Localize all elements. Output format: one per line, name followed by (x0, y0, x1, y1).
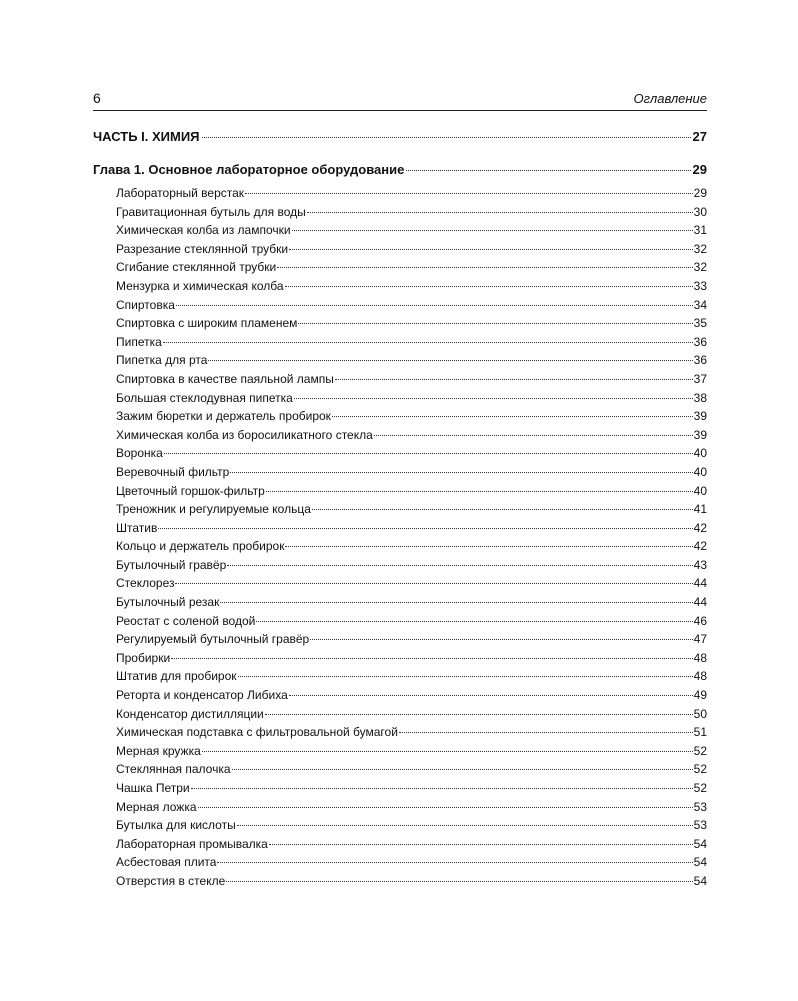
toc-section-entry[interactable] (116, 539, 707, 558)
toc-section-page: 51 (693, 725, 707, 740)
dot-leader (406, 170, 690, 171)
toc-section-title: Асбестовая плита (116, 855, 217, 870)
toc-section-title: Штатив (116, 520, 158, 535)
toc-section-entry[interactable] (116, 465, 707, 484)
toc-section-entry[interactable] (116, 576, 707, 595)
dot-leader (238, 676, 693, 677)
toc-section-entry[interactable] (116, 744, 707, 763)
dot-leader (269, 844, 693, 845)
dot-leader (175, 583, 692, 584)
toc-section-entry[interactable] (116, 707, 707, 726)
toc-section-entry[interactable] (116, 353, 707, 372)
dot-leader (298, 323, 692, 324)
toc-section-title: Химическая колба из лампочки (116, 223, 291, 238)
toc-section-entry[interactable] (116, 335, 707, 354)
toc-section-entry[interactable] (116, 502, 707, 521)
toc-section-page: 33 (693, 278, 707, 293)
toc-section-title: Химическая колба из боросиликатного стекла (116, 427, 373, 442)
toc-section-page: 50 (693, 706, 707, 721)
toc-section-entry[interactable] (116, 186, 707, 205)
toc-section-page: 32 (693, 241, 707, 256)
toc-section-page: 53 (693, 799, 707, 814)
toc-section-page: 43 (693, 557, 707, 572)
toc-section-title: Пробирки (116, 650, 171, 665)
toc-section-entry[interactable] (116, 409, 707, 428)
toc-section-page: 40 (693, 464, 707, 479)
dot-leader (266, 491, 693, 492)
toc-section-title: Чашка Петри (116, 781, 190, 795)
dot-leader (158, 528, 692, 529)
dot-leader (227, 565, 692, 566)
toc-section-page: 54 (693, 836, 707, 851)
toc-section-title: Отверстия в стекле (116, 873, 226, 888)
toc-section-title: Сгибание стеклянной трубки (116, 260, 277, 275)
toc-section-entry[interactable] (116, 874, 707, 893)
toc-section-entry[interactable] (116, 372, 707, 391)
dot-leader (226, 881, 692, 882)
dot-leader (163, 342, 693, 343)
toc-section-title: Зажим бюретки и держатель пробирок (116, 409, 331, 424)
toc-section-title: Мерная кружка (116, 743, 201, 758)
toc-section-page: 54 (693, 873, 707, 888)
toc-section-page: 49 (693, 688, 707, 703)
toc-section-entry[interactable] (116, 669, 707, 688)
dot-leader (285, 546, 692, 547)
toc-section-title: Треножник и регулируемые кольца (116, 502, 311, 517)
toc-part-title: ЧАСТЬ I. ХИМИЯ (93, 129, 200, 144)
toc-section-title: Спиртовка в качестве паяльной лампы (116, 371, 334, 386)
toc-section-title: Стеклянная палочка (116, 762, 231, 777)
toc-section-page: 32 (693, 260, 707, 275)
toc-section-page: 44 (693, 576, 707, 591)
toc-section-page: 46 (693, 613, 707, 628)
dot-leader (332, 416, 693, 417)
toc-section-title: Лабораторная промывалка (116, 836, 268, 851)
dot-leader (374, 435, 693, 436)
toc-section-title: Регулируемый бутылочный гравёр (116, 632, 310, 647)
toc-section-page: 31 (693, 223, 707, 238)
toc-section-entry[interactable] (116, 298, 707, 317)
toc-section-title: Воронка (116, 446, 163, 461)
dot-leader (285, 286, 693, 287)
toc-section-page: 35 (693, 316, 707, 331)
toc-section-title: Разрезание стеклянной трубки (116, 241, 289, 256)
toc-section-list (116, 186, 707, 893)
dot-leader (232, 769, 693, 770)
toc-section-entry[interactable] (116, 428, 707, 447)
toc-section-page: 29 (693, 186, 707, 200)
dot-leader (265, 714, 693, 715)
dot-leader (335, 379, 693, 380)
toc-section-page: 48 (693, 669, 707, 684)
toc-section-entry[interactable] (116, 521, 707, 540)
toc-chapter-page: 29 (692, 162, 707, 177)
dot-leader (312, 509, 693, 510)
toc-section-title: Мерная ложка (116, 799, 197, 814)
toc-section-title: Бутылочный резак (116, 595, 220, 610)
toc-section-page: 47 (693, 632, 707, 647)
toc-section-entry[interactable] (116, 688, 707, 707)
toc-section-page: 52 (693, 781, 707, 795)
dot-leader (289, 695, 693, 696)
dot-leader (294, 398, 693, 399)
dot-leader (292, 230, 693, 231)
toc-part-page: 27 (692, 129, 707, 144)
toc-section-title: Пипетка для рта (116, 353, 208, 368)
toc-section-title: Бутылка для кислоты (116, 818, 236, 833)
toc-section-entry[interactable] (116, 651, 707, 670)
page-header (93, 88, 707, 111)
toc-section-page: 36 (693, 353, 707, 368)
toc-section-page: 52 (693, 743, 707, 758)
toc-section-entry[interactable] (116, 855, 707, 874)
toc-section-entry[interactable] (116, 316, 707, 335)
toc-section-page: 38 (693, 390, 707, 405)
toc-section-title: Химическая подставка с фильтровальной бумагой (116, 725, 398, 740)
toc-section-title: Конденсатор дистилляции (116, 706, 264, 721)
dot-leader (202, 137, 691, 138)
toc-section-title: Реторта и конденсатор Либиха (116, 688, 288, 703)
toc-section-entry[interactable] (116, 800, 707, 819)
dot-leader (176, 305, 693, 306)
toc-section-page: 44 (693, 595, 707, 610)
toc-section-title: Штатив для пробирок (116, 669, 237, 684)
toc-section-entry[interactable] (116, 762, 707, 781)
toc-section-entry[interactable] (116, 484, 707, 503)
page-number: 6 (93, 90, 101, 106)
toc-section-entry[interactable] (116, 391, 707, 410)
dot-leader (289, 249, 693, 250)
toc-section-entry[interactable] (116, 781, 707, 800)
toc-section-page: 37 (693, 371, 707, 386)
toc-section-title: Спиртовка с широким пламенем (116, 316, 298, 331)
toc-section-entry[interactable] (116, 223, 707, 242)
toc-section-title: Спиртовка (116, 297, 175, 312)
toc-section-entry[interactable] (116, 725, 707, 744)
toc-section-title: Реостат с соленой водой (116, 613, 256, 628)
toc-section-page: 34 (693, 297, 707, 312)
dot-leader (191, 788, 693, 789)
dot-leader (307, 212, 693, 213)
toc-section-title: Бутылочный гравёр (116, 557, 227, 572)
toc-section-title: Веревочный фильтр (116, 464, 230, 479)
dot-leader (198, 807, 693, 808)
toc-section-entry[interactable] (116, 446, 707, 465)
toc-section-page: 40 (693, 446, 707, 461)
toc-section-entry[interactable] (116, 205, 707, 224)
toc-section-entry[interactable] (116, 595, 707, 614)
dot-leader (217, 862, 692, 863)
toc-section-page: 54 (693, 855, 707, 870)
toc-section-page: 40 (693, 483, 707, 498)
dot-leader (245, 193, 693, 194)
toc-section-page: 39 (693, 427, 707, 442)
toc-section-page: 30 (693, 204, 707, 219)
toc-section-page: 48 (693, 650, 707, 665)
toc-section-entry[interactable] (116, 242, 707, 261)
dot-leader (220, 602, 692, 603)
toc-section-entry[interactable] (116, 279, 707, 298)
dot-leader (202, 751, 693, 752)
toc-section-entry[interactable] (116, 558, 707, 577)
toc-section-title: Кольцо и держатель пробирок (116, 539, 285, 554)
toc-section-page: 41 (693, 502, 707, 517)
dot-leader (277, 267, 692, 268)
toc-chapter-title: Глава 1. Основное лабораторное оборудование (93, 162, 405, 177)
toc-section-entry[interactable] (116, 614, 707, 633)
toc-section-title: Лабораторный верстак (116, 186, 245, 200)
toc-section-page: 39 (693, 409, 707, 424)
dot-leader (230, 472, 692, 473)
dot-leader (208, 360, 692, 361)
toc-section-title: Мензурка и химическая колба (116, 278, 284, 293)
toc-section-page: 36 (693, 334, 707, 349)
toc-section-entry[interactable] (116, 837, 707, 856)
toc-section-title: Гравитационная бутыль для воды (116, 204, 306, 219)
dot-leader (237, 825, 693, 826)
dot-leader (310, 639, 692, 640)
toc-section-page: 52 (693, 762, 707, 777)
toc-section-title: Пипетка (116, 334, 162, 349)
toc-section-page: 42 (693, 539, 707, 554)
toc-section-entry[interactable] (116, 260, 707, 279)
running-title: Оглавление (633, 91, 707, 106)
toc-section-title: Стеклорез (116, 576, 175, 591)
toc-chapter-entry[interactable] (93, 162, 707, 177)
dot-leader (399, 732, 693, 733)
dot-leader (164, 453, 693, 454)
dot-leader (256, 621, 692, 622)
toc-section-entry[interactable] (116, 632, 707, 651)
toc-section-title: Цветочный горшок-фильтр (116, 483, 265, 498)
toc-section-page: 42 (693, 520, 707, 535)
toc-part-entry[interactable] (93, 129, 707, 144)
dot-leader (171, 658, 692, 659)
toc-section-page: 53 (693, 818, 707, 833)
toc-section-entry[interactable] (116, 818, 707, 837)
toc-section-title: Большая стеклодувная пипетка (116, 390, 293, 405)
